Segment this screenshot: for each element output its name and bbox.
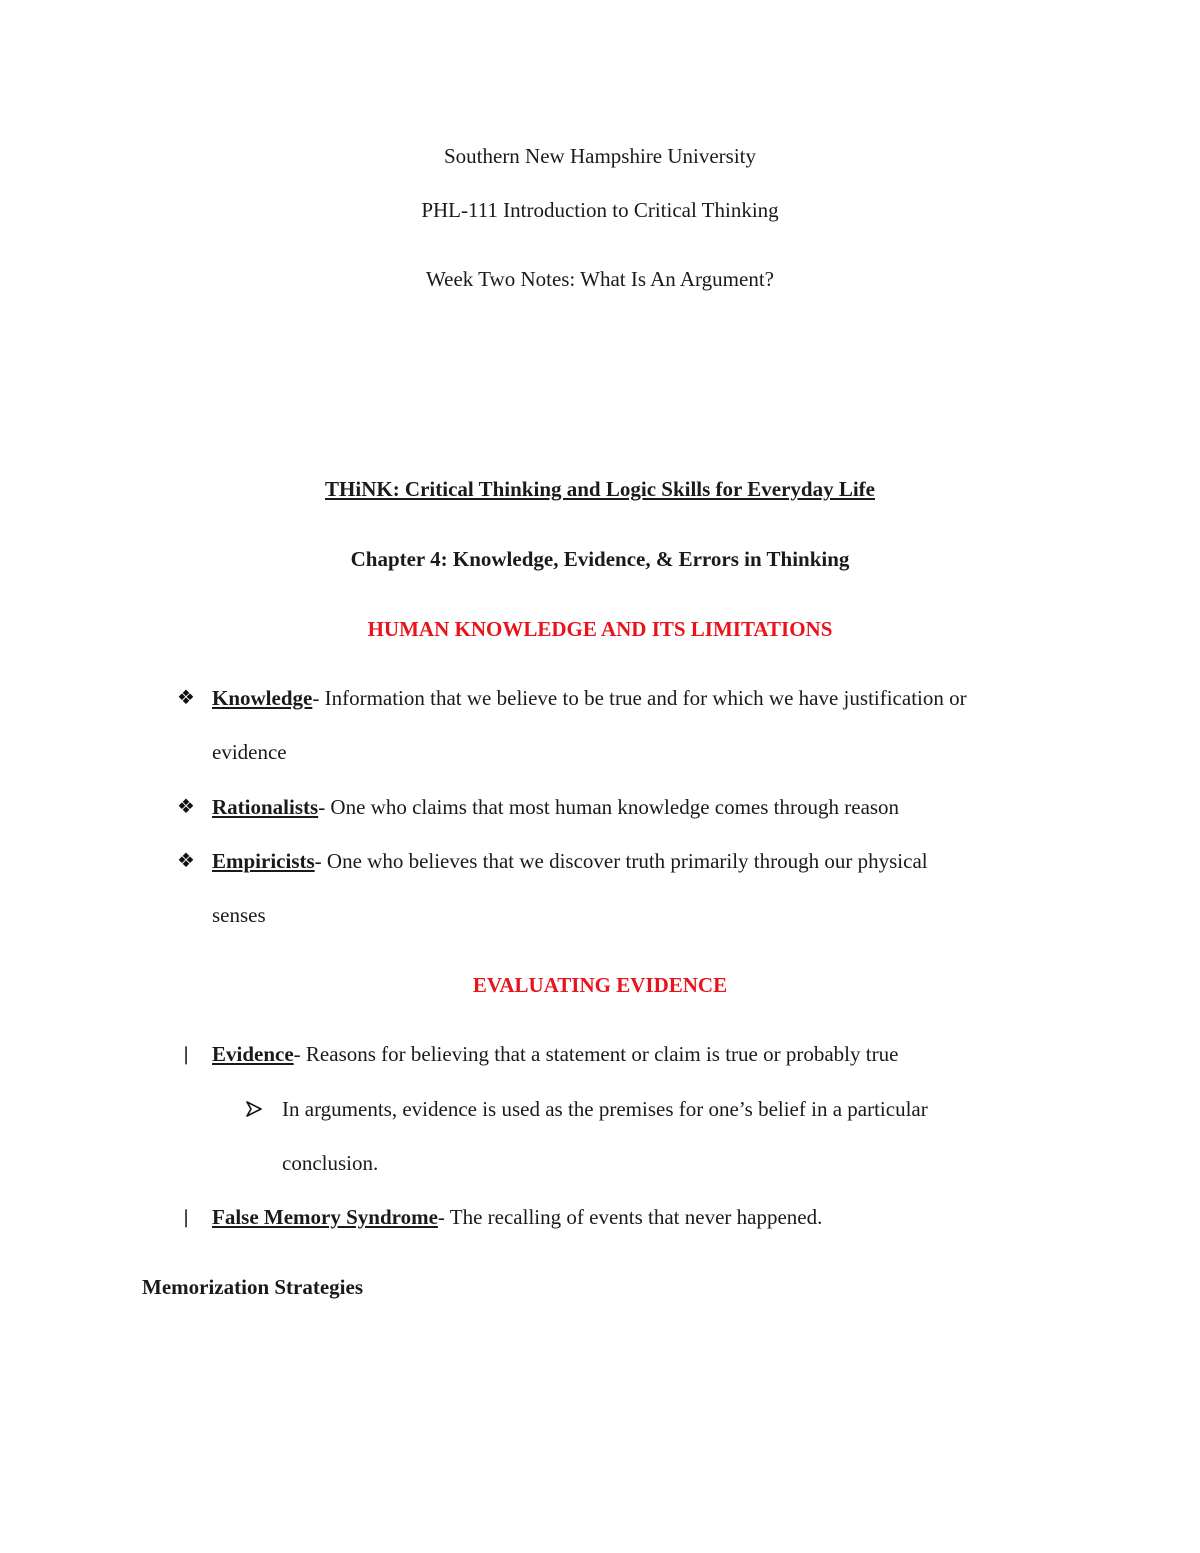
section-heading-evidence: EVALUATING EVIDENCE [472, 973, 728, 997]
term-evidence: Evidence [212, 1042, 294, 1066]
outline-diamond-bullet-icon: ❘ [178, 1207, 194, 1227]
term-false-memory-syndrome: False Memory Syndrome [212, 1205, 438, 1229]
outline-diamond-bullet-icon: ❘ [178, 1044, 194, 1064]
book-title: THiNK: Critical Thinking and Logic Skills for Everyday Life [325, 477, 875, 501]
definition-false-memory-syndrome: - The recalling of events that never happened. [437, 1205, 823, 1229]
filled-diamond-bullet-icon: ❖ [177, 796, 195, 818]
list-item-evidence [212, 1040, 898, 1068]
week-title: Week Two Notes: What Is An Argument? [426, 267, 774, 291]
term-knowledge: Knowledge [212, 686, 313, 710]
term-empiricists: Empiricists [212, 849, 315, 873]
definition-evidence: - Reasons for believing that a statement or claim is true or probably true [293, 1042, 899, 1066]
definition-empiricists-continued: senses [212, 903, 266, 927]
sub-item-evidence-premises: In arguments, evidence is used as the premises for one’s belief in a particular [282, 1097, 928, 1121]
definition-empiricists: - One who believes that we discover truth primarily through our physical [314, 849, 928, 873]
list-item-false-memory [212, 1203, 822, 1231]
list-item-rationalists [212, 793, 899, 821]
definition-knowledge: - Information that we believe to be true and for which we have justification or [312, 686, 967, 710]
section-heading-memorization: Memorization Strategies [142, 1275, 364, 1299]
filled-diamond-bullet-icon: ❖ [177, 850, 195, 872]
term-rationalists: Rationalists [212, 795, 319, 819]
chapter-title: Chapter 4: Knowledge, Evidence, & Errors in Thinking [350, 547, 850, 571]
sub-item-evidence-premises-continued: conclusion. [282, 1151, 379, 1175]
definition-rationalists: - One who claims that most human knowledge comes through reason [318, 795, 900, 819]
definition-knowledge-continued: evidence [212, 740, 287, 764]
arrowhead-bullet-icon [244, 1095, 264, 1123]
university-name: Southern New Hampshire University [443, 144, 757, 168]
section-heading-knowledge: HUMAN KNOWLEDGE AND ITS LIMITATIONS [367, 617, 833, 641]
list-item-empiricists [212, 847, 928, 875]
course-title: PHL-111 Introduction to Critical Thinking [421, 198, 779, 222]
filled-diamond-bullet-icon: ❖ [177, 687, 195, 709]
list-item-knowledge [212, 684, 967, 712]
